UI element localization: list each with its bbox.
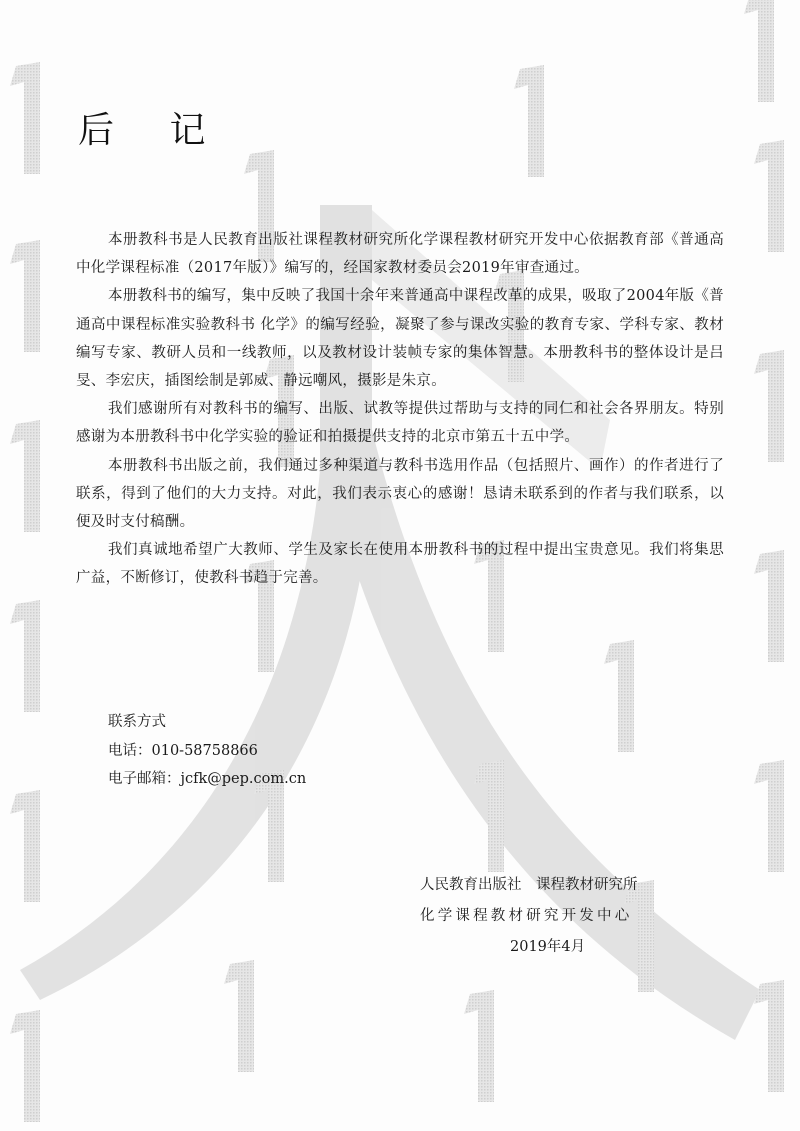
signature-publisher: 人民教育出版社 课程教材研究所 xyxy=(420,877,638,893)
contact-email: 电子邮箱：jcfk@pep.com.cn xyxy=(108,771,307,787)
page-title: 后 记 xyxy=(78,110,228,152)
paragraph: 本册教科书是人民教育出版社课程教材研究所化学课程教材研究开发中心依据教育部《普通高中化学课程标准（2017年版）》编写的，经国家教材委员会2019年审查通过。 xyxy=(76,232,724,277)
signature-center: 化学课程教材研究开发中心 xyxy=(420,908,633,924)
signature-block xyxy=(420,870,638,963)
paragraph: 我们真诚地希望广大教师、学生及家长在使用本册教科书的过程中提出宝贵意见。我们将集思广益，不断修订，使教科书趋于完善。 xyxy=(76,542,724,587)
paragraph: 本册教科书出版之前，我们通过多种渠道与教科书选用作品（包括照片、画作）的作者进行了联系，得到了他们的大力支持。对此，我们表示衷心的感谢！恳请未联系到的作者与我们联系，以便及时支付稿酬。 xyxy=(76,457,724,531)
contact-heading: 联系方式 xyxy=(108,714,166,730)
signature-date: 2019年4月 xyxy=(510,939,586,955)
afterword-body xyxy=(76,226,724,593)
contact-info xyxy=(108,708,306,794)
paragraph: 本册教科书的编写，集中反映了我国十余年来普通高中课程改革的成果，吸取了2004年版《普通高中课程标准实验教科书 化学》的编写经验，凝聚了参与课改实验的教育专家、学科专家、教材编写专家、教研人员和一线教师，以及教材设计装帧专家的集体智慧。本册教科书的整体设计是吕旻、李宏庆，插图绘制是郭威、静远嘲风，摄影是朱京。 xyxy=(76,288,724,390)
contact-phone: 电话：010-58758866 xyxy=(108,742,258,759)
paragraph: 我们感谢所有对教科书的编写、出版、试教等提供过帮助与支持的同仁和社会各界朋友。特别感谢为本册教科书中化学实验的验证和拍摄提供支持的北京市第五十五中学。 xyxy=(76,401,724,446)
